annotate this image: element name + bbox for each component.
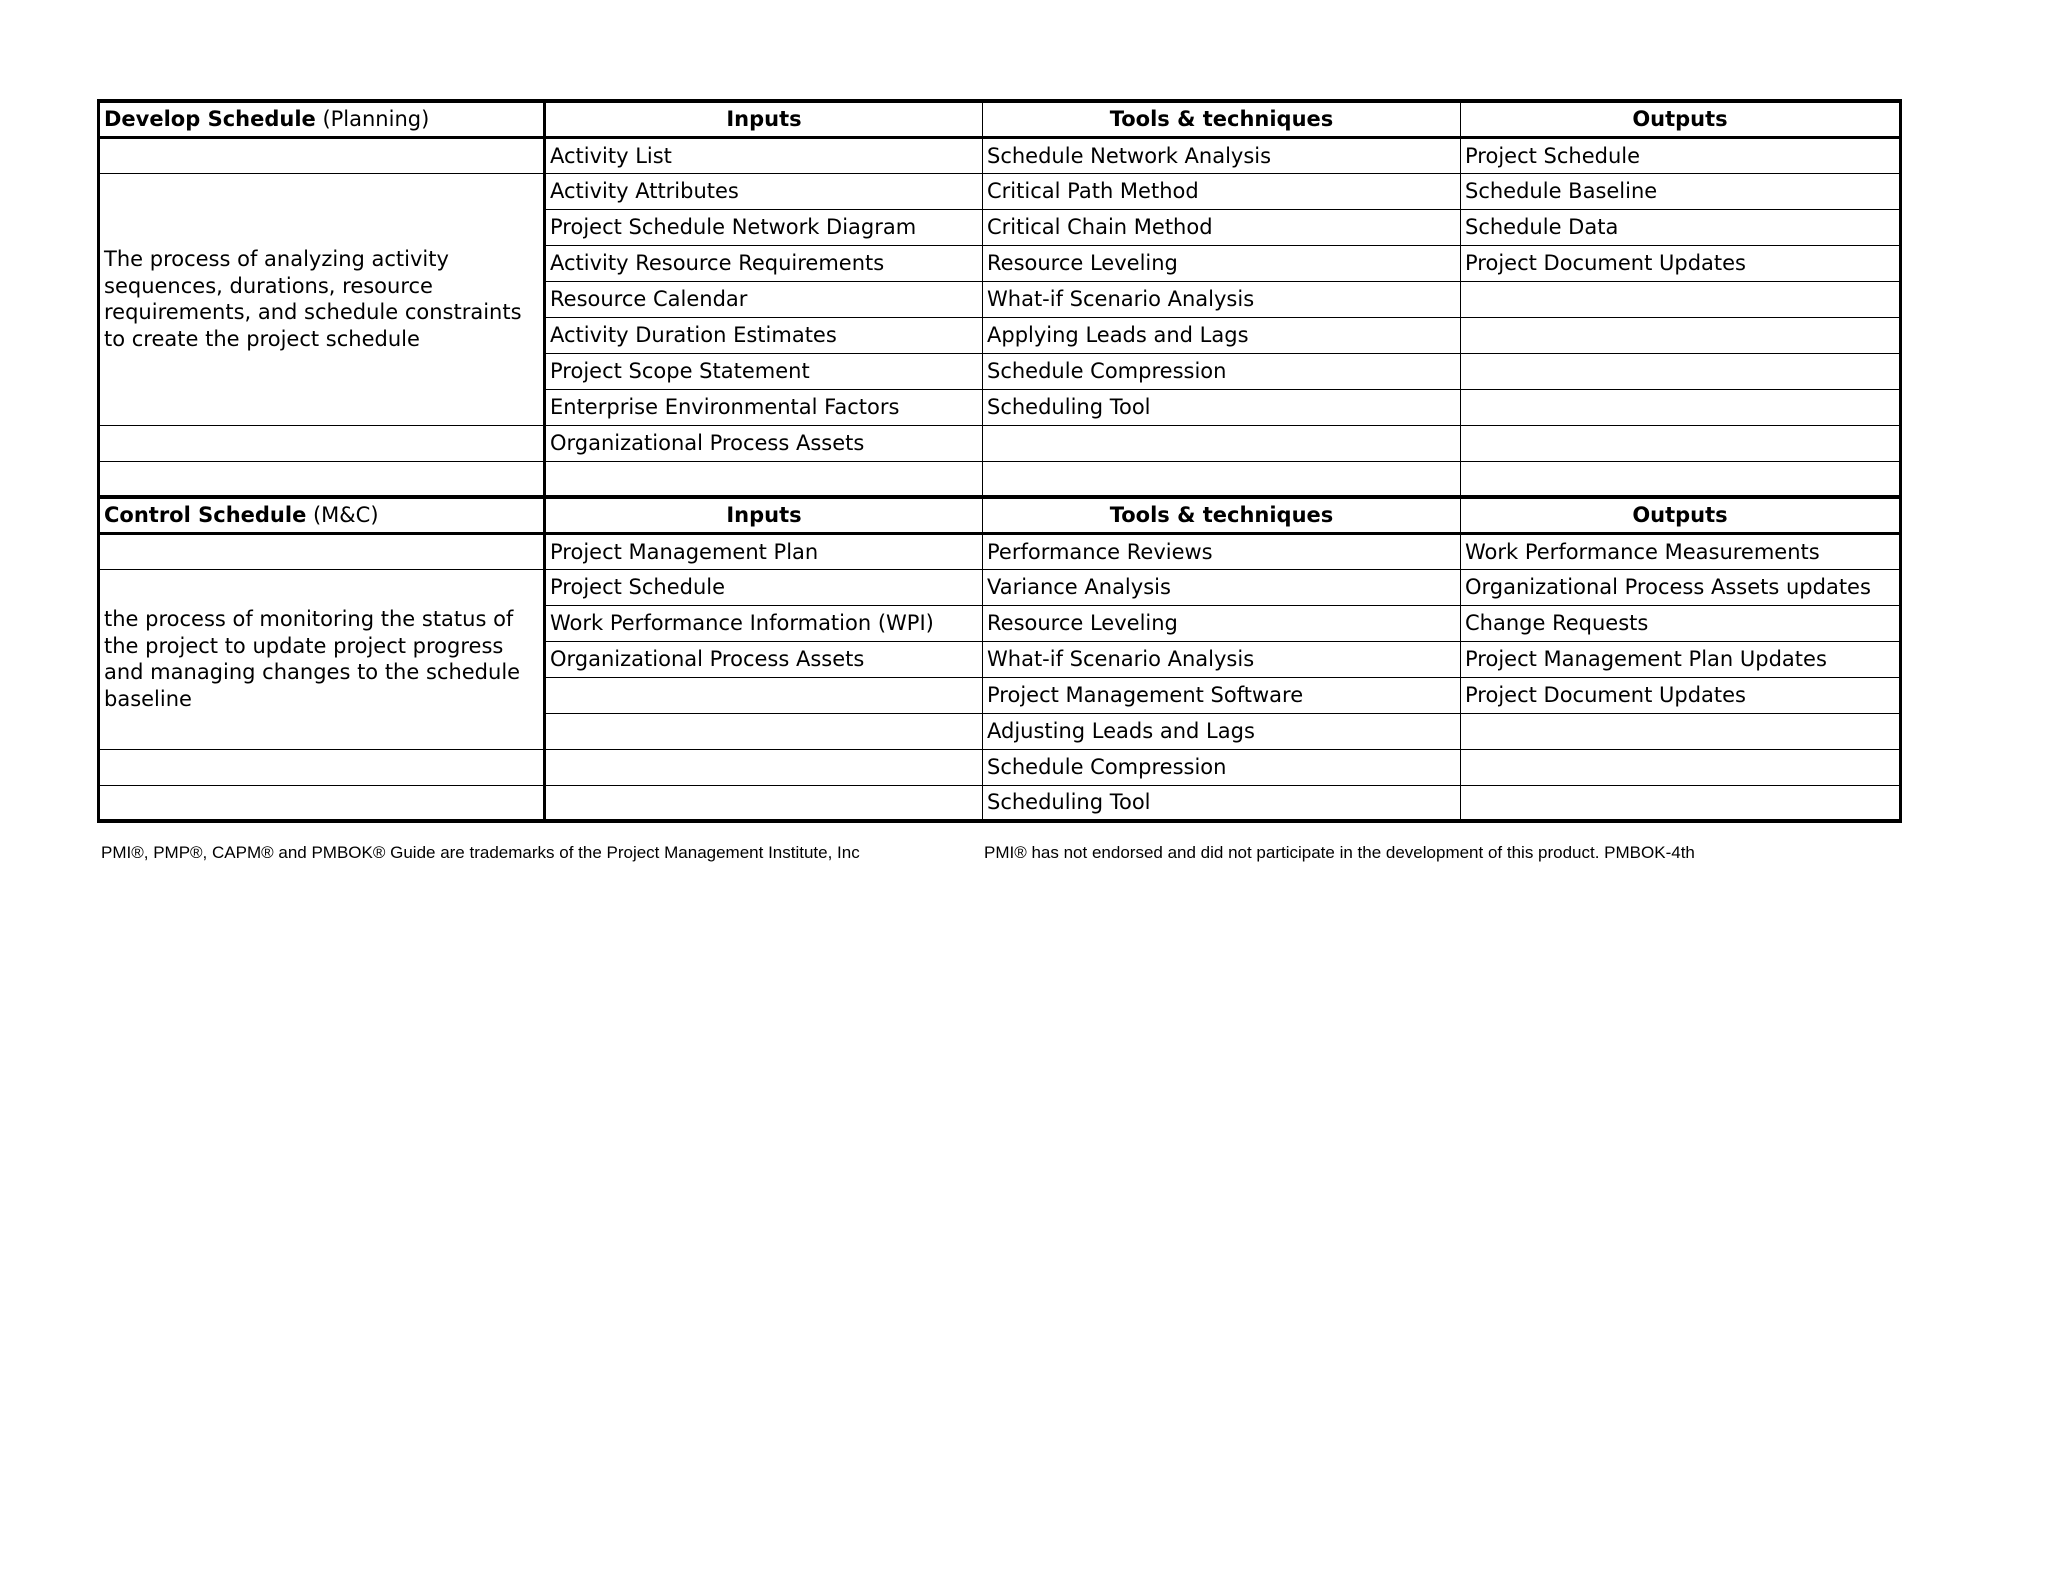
develop-input-cell: Project Scope Statement <box>545 353 983 389</box>
develop-input-cell: Enterprise Environmental Factors <box>545 389 983 425</box>
develop-title-bold: Develop Schedule <box>104 107 316 132</box>
endorsement-disclaimer: PMI® has not endorsed and did not participate in the development of this product. PMBOK-4th <box>984 843 1695 862</box>
develop-output-cell: Schedule Data <box>1461 209 1901 245</box>
develop-tool-cell: Schedule Compression <box>983 353 1461 389</box>
control-description: the process of monitoring the status of the project to update project progress and managing changes to the schedule baseline <box>99 569 545 749</box>
control-input-cell <box>545 785 983 821</box>
develop-tool-cell: Critical Chain Method <box>983 209 1461 245</box>
control-tools-header: Tools & techniques <box>983 497 1461 533</box>
control-output-cell: Organizational Process Assets updates <box>1461 569 1901 605</box>
control-row <box>99 785 1901 821</box>
control-title-phase: (M&C) <box>306 503 379 528</box>
control-outputs-header: Outputs <box>1461 497 1901 533</box>
control-tool-cell: Variance Analysis <box>983 569 1461 605</box>
control-title-bold: Control Schedule <box>104 503 307 528</box>
control-process-cell <box>99 749 545 785</box>
control-tool-cell: Project Management Software <box>983 677 1461 713</box>
develop-process-cell <box>99 425 545 461</box>
control-output-cell <box>1461 713 1901 749</box>
develop-header-row <box>99 101 1901 137</box>
control-tool-cell: Resource Leveling <box>983 605 1461 641</box>
control-inputs-header: Inputs <box>545 497 983 533</box>
control-tool-cell: Scheduling Tool <box>983 785 1461 821</box>
control-input-cell: Work Performance Information (WPI) <box>545 605 983 641</box>
develop-input-cell <box>545 461 983 497</box>
process-table <box>97 99 1902 823</box>
develop-output-cell <box>1461 389 1901 425</box>
control-tool-cell: Schedule Compression <box>983 749 1461 785</box>
develop-tool-cell <box>983 461 1461 497</box>
develop-description: The process of analyzing activity sequences, durations, resource requirements, and schedule constraints to create the project schedule <box>99 173 545 425</box>
control-row <box>99 749 1901 785</box>
develop-output-cell <box>1461 281 1901 317</box>
control-process-cell <box>99 785 545 821</box>
develop-tool-cell: Schedule Network Analysis <box>983 137 1461 173</box>
control-input-cell <box>545 749 983 785</box>
control-header-row <box>99 497 1901 533</box>
develop-output-cell: Project Schedule <box>1461 137 1901 173</box>
develop-row <box>99 137 1901 173</box>
develop-output-cell <box>1461 317 1901 353</box>
control-process-cell <box>99 533 545 569</box>
control-title <box>99 497 545 533</box>
develop-output-cell: Project Document Updates <box>1461 245 1901 281</box>
control-output-cell: Project Management Plan Updates <box>1461 641 1901 677</box>
control-output-cell: Change Requests <box>1461 605 1901 641</box>
control-output-cell: Project Document Updates <box>1461 677 1901 713</box>
control-input-cell: Organizational Process Assets <box>545 641 983 677</box>
develop-input-cell: Project Schedule Network Diagram <box>545 209 983 245</box>
develop-outputs-header: Outputs <box>1461 101 1901 137</box>
develop-output-cell <box>1461 461 1901 497</box>
develop-tool-cell: Applying Leads and Lags <box>983 317 1461 353</box>
control-input-cell <box>545 677 983 713</box>
trademark-notice: PMI®, PMP®, CAPM® and PMBOK® Guide are trademarks of the Project Management Institute, Inc <box>101 843 860 862</box>
develop-row <box>99 461 1901 497</box>
develop-inputs-header: Inputs <box>545 101 983 137</box>
develop-process-cell <box>99 137 545 173</box>
develop-tool-cell <box>983 425 1461 461</box>
control-tool-cell: Performance Reviews <box>983 533 1461 569</box>
control-output-cell <box>1461 749 1901 785</box>
develop-row <box>99 173 1901 209</box>
control-output-cell <box>1461 785 1901 821</box>
develop-tools-header: Tools & techniques <box>983 101 1461 137</box>
develop-input-cell: Organizational Process Assets <box>545 425 983 461</box>
develop-tool-cell: Scheduling Tool <box>983 389 1461 425</box>
develop-tool-cell: Critical Path Method <box>983 173 1461 209</box>
develop-input-cell: Activity Duration Estimates <box>545 317 983 353</box>
control-output-cell: Work Performance Measurements <box>1461 533 1901 569</box>
develop-tool-cell: Resource Leveling <box>983 245 1461 281</box>
develop-row <box>99 425 1901 461</box>
control-row <box>99 533 1901 569</box>
develop-input-cell: Resource Calendar <box>545 281 983 317</box>
control-input-cell: Project Schedule <box>545 569 983 605</box>
develop-output-cell <box>1461 425 1901 461</box>
control-input-cell <box>545 713 983 749</box>
control-row <box>99 569 1901 605</box>
develop-title <box>99 101 545 137</box>
control-input-cell: Project Management Plan <box>545 533 983 569</box>
control-tool-cell: Adjusting Leads and Lags <box>983 713 1461 749</box>
control-tool-cell: What-if Scenario Analysis <box>983 641 1461 677</box>
develop-input-cell: Activity List <box>545 137 983 173</box>
develop-output-cell <box>1461 353 1901 389</box>
develop-title-phase: (Planning) <box>315 107 430 132</box>
develop-input-cell: Activity Resource Requirements <box>545 245 983 281</box>
develop-process-cell <box>99 461 545 497</box>
develop-output-cell: Schedule Baseline <box>1461 173 1901 209</box>
develop-tool-cell: What-if Scenario Analysis <box>983 281 1461 317</box>
develop-input-cell: Activity Attributes <box>545 173 983 209</box>
